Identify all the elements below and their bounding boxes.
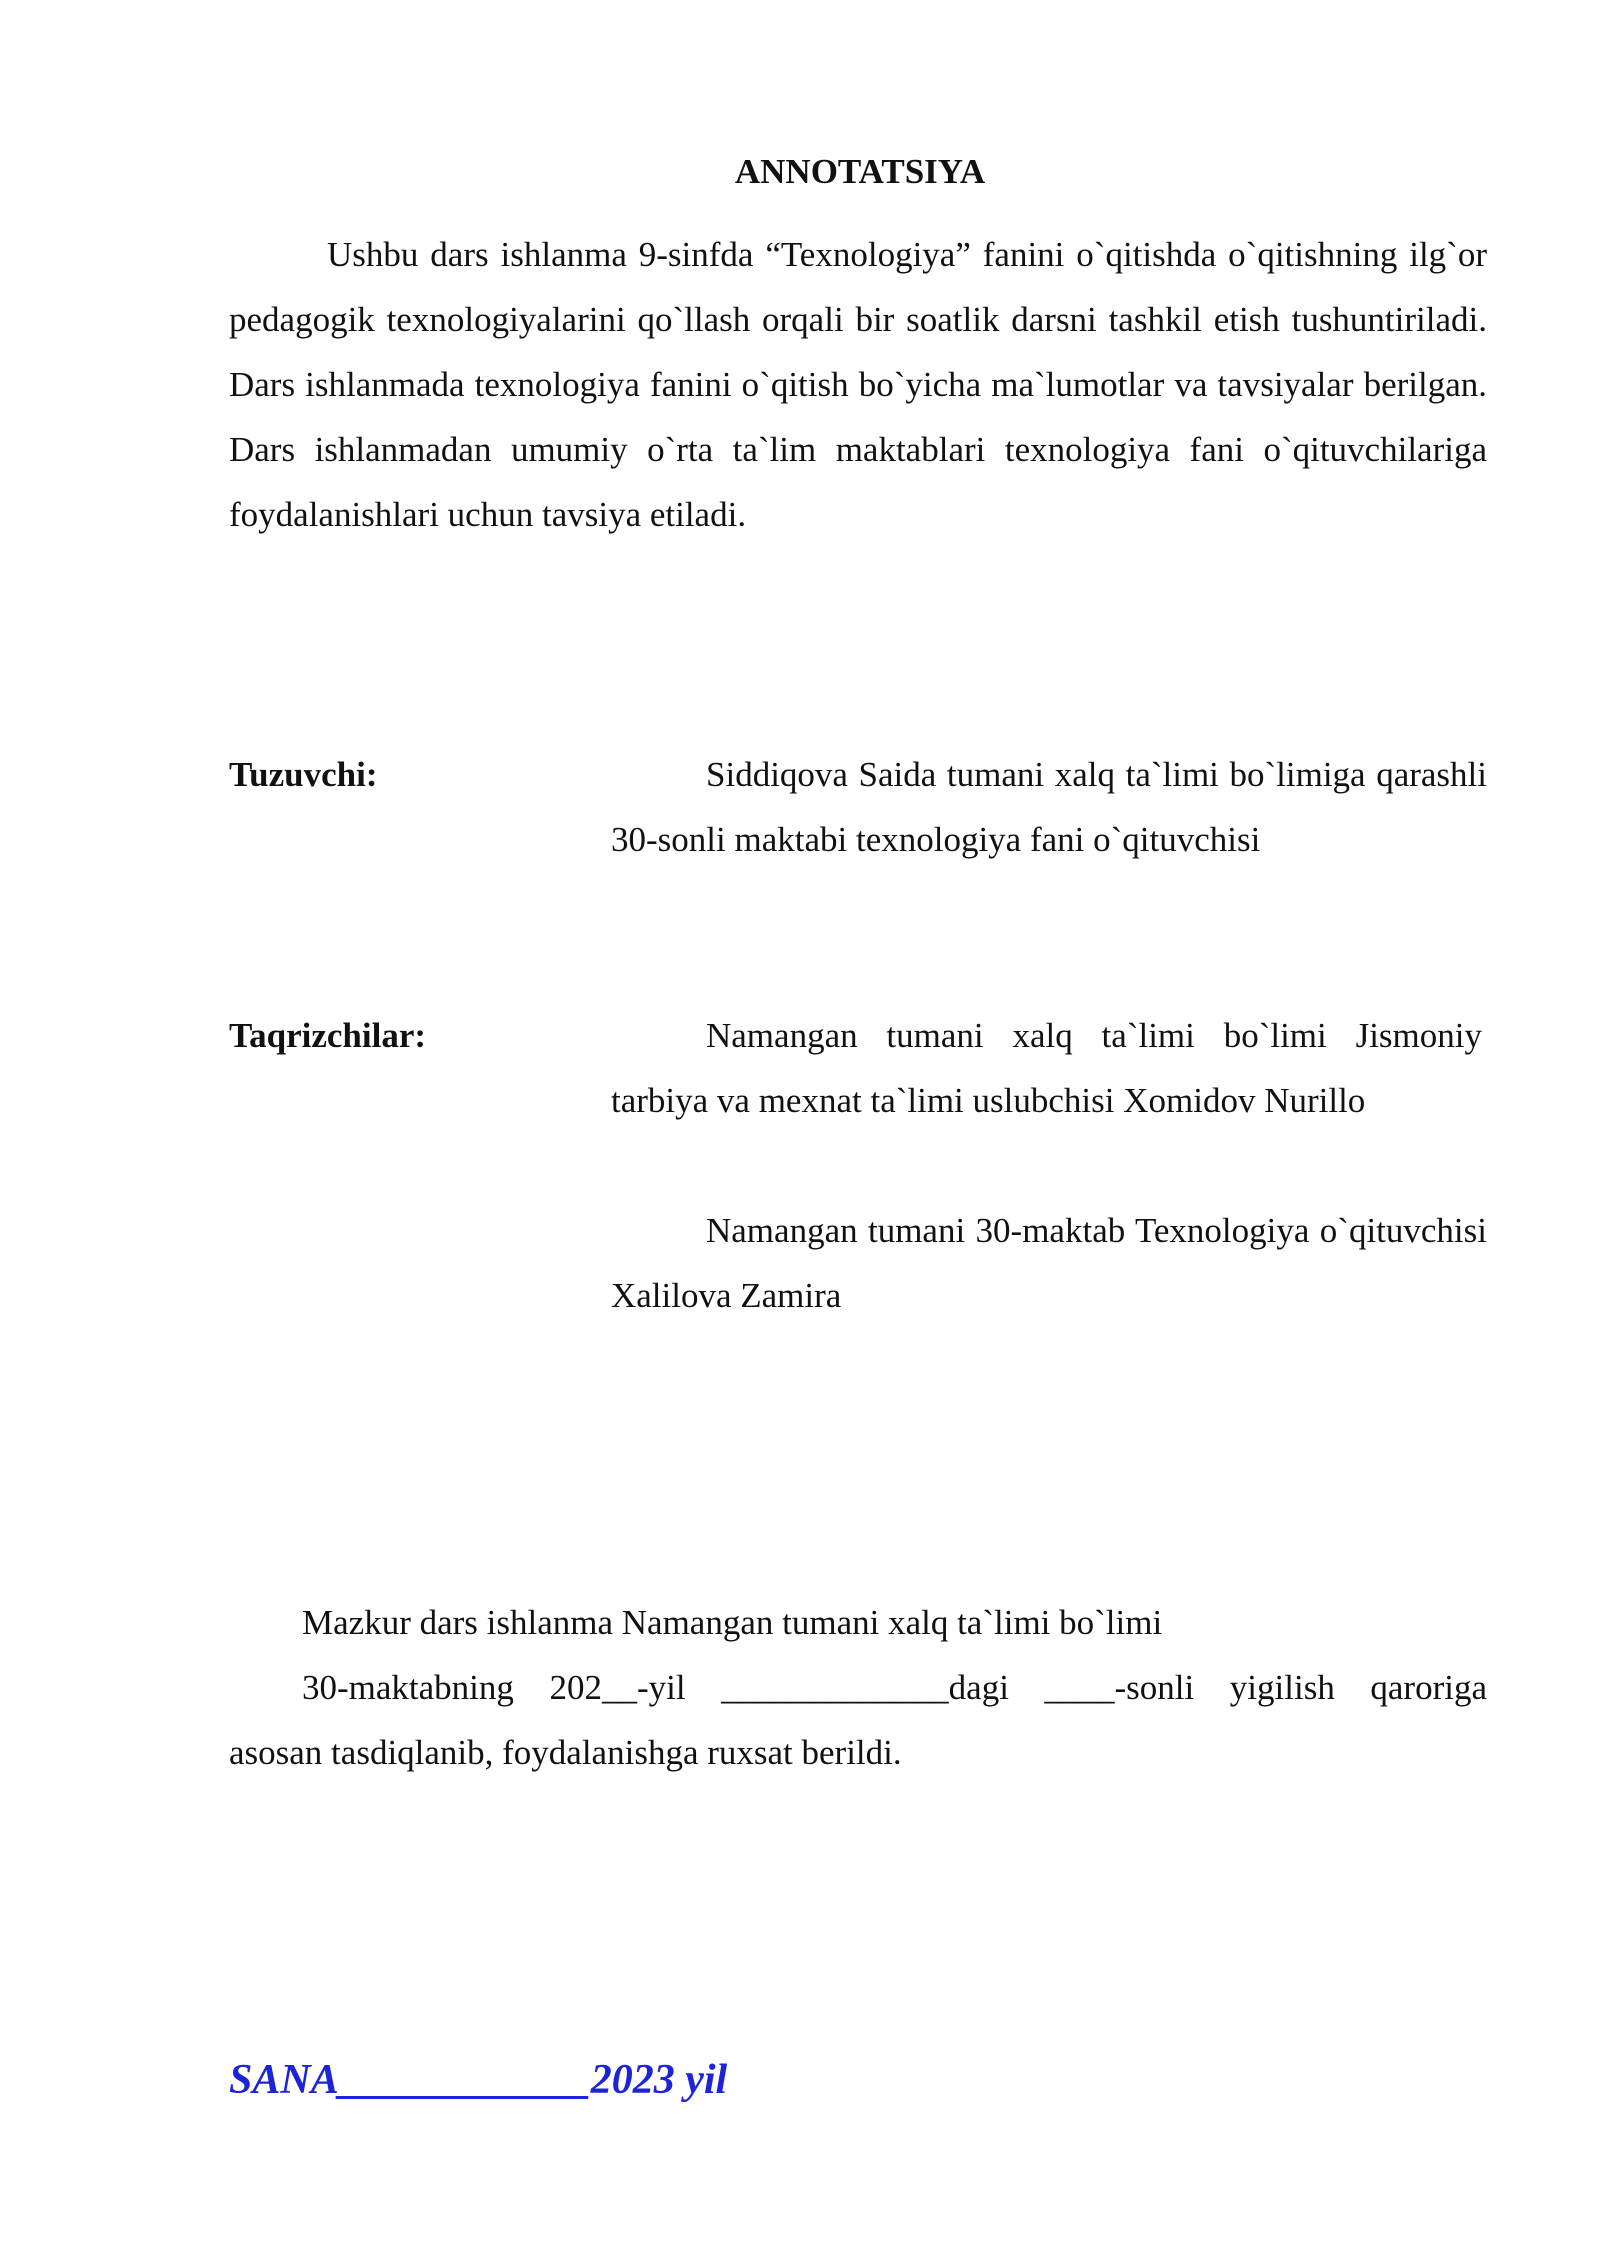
approval-line: 30-maktabning 202__-yil _____________dagi ____-sonli yigilish qaroriga — [302, 1668, 1487, 1707]
page-title: ANNOTATSIYA — [734, 152, 986, 191]
author-label: Tuzuvchi: — [229, 755, 378, 794]
reviewer-item: Namangan tumani xalq ta`limi bo`limi Jismoniy tarbiya va mexnat ta`limi uslubchisi Xomidov Nurillo — [611, 1016, 1482, 1120]
author-details: Siddiqova Saida tumani xalq ta`limi bo`limiga qarashli 30-sonli maktabi texnologiya fani o`qituvchisi — [611, 755, 1487, 859]
annotation-paragraph: Ushbu dars ishlanma 9-sinfda “Texnologiya” fanini o`qitishda o`qitishning ilg`or pedagogik texnologiyalarini qo`llash orqali bir soatlik darsni tashkil etish tushuntiriladi. Dars ishlanmada texnologiya fanini o`qitish bo`yicha ma`lumotlar va tavsiyalar berilgan. Dars ishlanmadan umumiy o`rta ta`lim maktablari texnologiya fani o`qituvchilariga foydalanishlari uchun tavsiya etiladi. — [229, 235, 1487, 534]
approval-line: Mazkur dars ishlanma Namangan tumani xalq ta`limi bo`limi — [302, 1603, 1163, 1642]
reviewers-label: Taqrizchilar: — [229, 1016, 427, 1055]
approval-statement — [229, 1590, 1487, 1785]
date-line: SANA____________2023 yil — [229, 2057, 728, 2103]
reviewer-item: Namangan tumani 30-maktab Texnologiya o`qituvchisi Xalilova Zamira — [611, 1211, 1487, 1315]
approval-line: asosan tasdiqlanib, foydalanishga ruxsat berildi. — [229, 1733, 902, 1772]
